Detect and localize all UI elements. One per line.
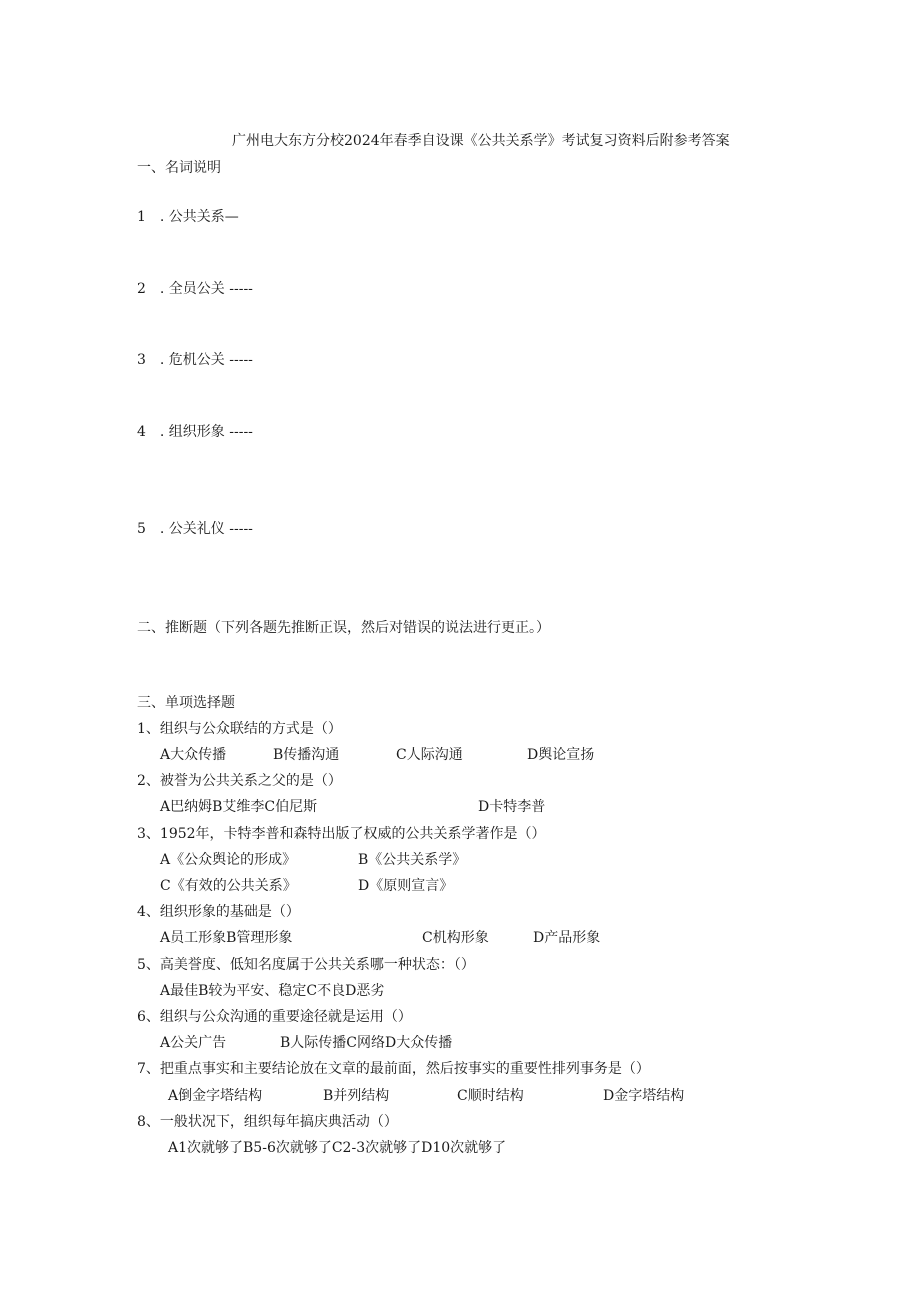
option: A1次就够了B5-6次就够了C2-3次就够了D10次就够了 (168, 1140, 507, 1156)
option: A大众传播 (160, 747, 227, 763)
option: A最佳B较为平安、稳定C不良D恶劣 (160, 983, 385, 999)
document-title: 广州电大东方分校2024年春季自设课《公共关系学》考试复习资料后附参考答案 (232, 133, 730, 149)
option: A员工形象B管理形象 (160, 930, 293, 946)
option: C《有效的公共关系》 (160, 878, 297, 894)
option: B并列结构 (323, 1088, 390, 1104)
section-heading-single-choice: 三、单项选择题 (137, 695, 235, 711)
question: 1、组织与公众联结的方式是（） (137, 721, 342, 737)
option: C人际沟通 (396, 747, 463, 763)
option: B人际传播C网络D大众传播 (280, 1035, 453, 1051)
option: B《公共关系学》 (358, 852, 467, 868)
term-item: 1 . 公共关系— (137, 209, 239, 225)
term-item: 4 . 组织形象 ----- (137, 424, 253, 440)
option: D卡特李普 (478, 799, 546, 815)
term-item: 5 . 公关礼仪 ----- (137, 521, 253, 537)
question: 7、把重点事实和主要结论放在文章的最前面，然后按事实的重要性排列事务是（） (137, 1061, 650, 1077)
option: C顺时结构 (457, 1088, 524, 1104)
option: A巴纳姆B艾维李C伯尼斯 (160, 799, 318, 815)
term-item: 2 . 全员公关 ----- (137, 281, 253, 297)
option: D产品形象 (533, 930, 601, 946)
section-heading-judgement: 二、推断题（下列各题先推断正误，然后对错误的说法进行更正。） (137, 620, 550, 636)
term-item: 3 . 危机公关 ----- (137, 352, 253, 368)
option: D金字塔结构 (603, 1088, 685, 1104)
option: D《原则宣言》 (358, 878, 454, 894)
question: 5、高美誉度、低知名度属于公共关系哪一种状态：（） (137, 957, 475, 973)
question: 6、组织与公众沟通的重要途径就是运用（） (137, 1009, 412, 1025)
question: 2、被誉为公共关系之父的是（） (137, 773, 342, 789)
option: A倒金字塔结构 (168, 1088, 263, 1104)
section-heading-terms: 一、名词说明 (137, 160, 221, 176)
question: 3、1952年，卡特李普和森特出版了权威的公共关系学著作是（） (137, 826, 546, 842)
option: A《公众舆论的形成》 (160, 852, 297, 868)
question: 8、一般状况下，组织每年搞庆典活动（） (137, 1114, 398, 1130)
option: B传播沟通 (273, 747, 340, 763)
option: D舆论宣扬 (527, 747, 595, 763)
option: A公关广告 (160, 1035, 227, 1051)
option: C机构形象 (422, 930, 489, 946)
question: 4、组织形象的基础是（） (137, 904, 300, 920)
